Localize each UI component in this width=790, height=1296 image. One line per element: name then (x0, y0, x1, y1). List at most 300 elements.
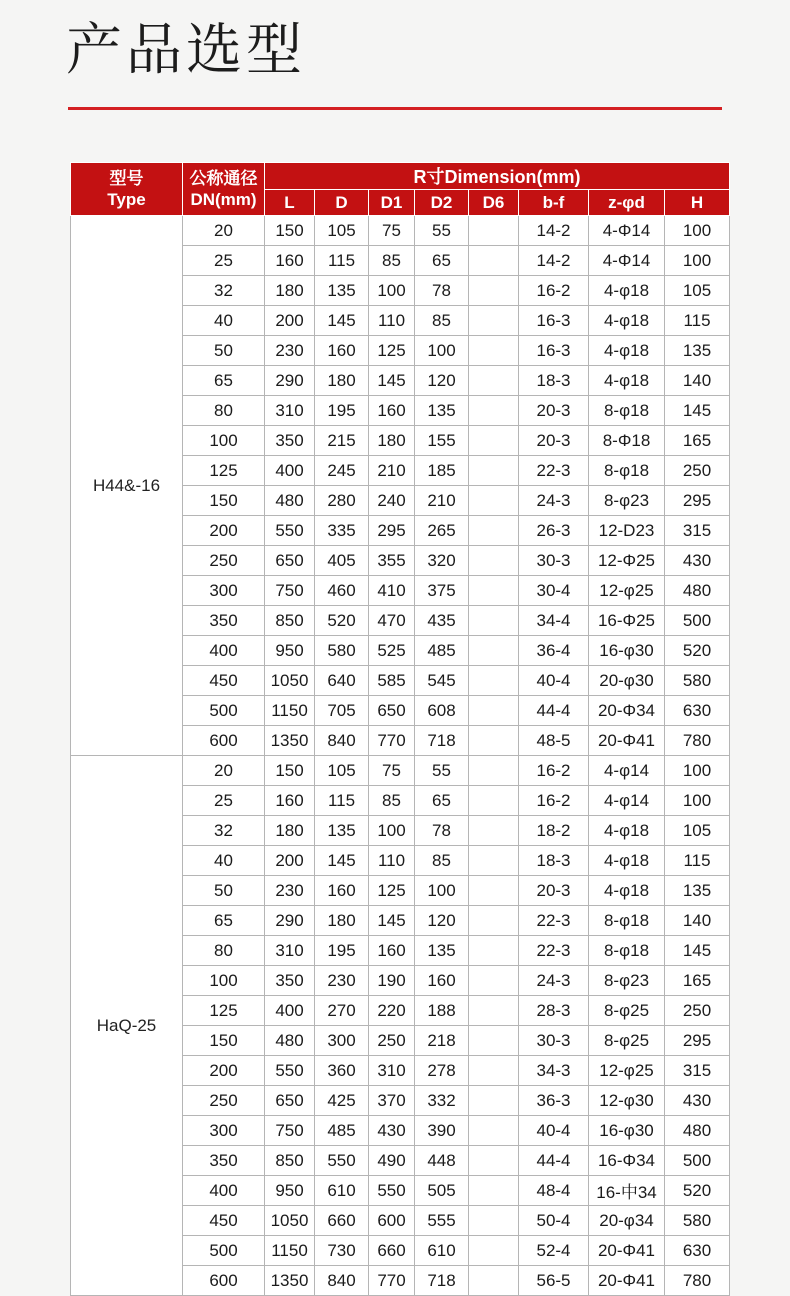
table-cell: 145 (369, 906, 415, 936)
table-cell: 600 (369, 1206, 415, 1236)
table-cell: 405 (315, 546, 369, 576)
table-row (71, 216, 730, 246)
table-header (71, 163, 730, 216)
table-cell: 140 (665, 906, 730, 936)
table-cell: 505 (415, 1176, 469, 1206)
table-cell: 480 (265, 1026, 315, 1056)
table-cell: 8-φ18 (589, 906, 665, 936)
table-cell: 430 (369, 1116, 415, 1146)
table-cell: 4-φ18 (589, 846, 665, 876)
table-cell: 110 (369, 306, 415, 336)
table-cell: 78 (415, 276, 469, 306)
table-cell: 115 (665, 306, 730, 336)
table-cell: 135 (665, 876, 730, 906)
table-cell: 100 (183, 426, 265, 456)
table-cell (469, 546, 519, 576)
table-cell: 40-4 (519, 666, 589, 696)
table-cell: 480 (665, 1116, 730, 1146)
table-cell: 100 (183, 966, 265, 996)
table-cell: 48-4 (519, 1176, 589, 1206)
table-cell: 14-2 (519, 216, 589, 246)
table-cell: 215 (315, 426, 369, 456)
table-cell: 85 (369, 246, 415, 276)
table-cell: 180 (265, 816, 315, 846)
table-header-row-1 (71, 163, 730, 190)
table-cell: 20-φ30 (589, 666, 665, 696)
table-cell: 450 (183, 666, 265, 696)
table-cell (469, 936, 519, 966)
table-cell: 310 (265, 396, 315, 426)
table-cell: 320 (415, 546, 469, 576)
table-cell: 555 (415, 1206, 469, 1236)
table-cell: 125 (369, 336, 415, 366)
table-cell: 125 (369, 876, 415, 906)
table-cell: 8-φ18 (589, 456, 665, 486)
table-cell: 750 (265, 576, 315, 606)
table-cell: 610 (315, 1176, 369, 1206)
table-cell: 200 (265, 846, 315, 876)
table-cell: 550 (369, 1176, 415, 1206)
table-cell: 40-4 (519, 1116, 589, 1146)
table-cell: 145 (315, 306, 369, 336)
table-cell: 20-Φ34 (589, 696, 665, 726)
table-cell: 160 (265, 246, 315, 276)
table-cell: 14-2 (519, 246, 589, 276)
table-cell: 470 (369, 606, 415, 636)
table-cell: 660 (369, 1236, 415, 1266)
table-cell: 48-5 (519, 726, 589, 756)
table-cell: 110 (369, 846, 415, 876)
table-cell: 250 (183, 546, 265, 576)
table-cell: 550 (265, 1056, 315, 1086)
title-divider-line (68, 107, 722, 110)
table-cell (469, 1056, 519, 1086)
table-cell: 16-2 (519, 756, 589, 786)
table-cell (469, 306, 519, 336)
table-cell (469, 696, 519, 726)
table-cell: 200 (183, 516, 265, 546)
table-cell: 610 (415, 1236, 469, 1266)
table-cell: 16-Φ34 (589, 1146, 665, 1176)
table-cell: 85 (415, 306, 469, 336)
header-dimension-group: R寸Dimension(mm) (265, 163, 730, 190)
table-cell: 4-φ18 (589, 366, 665, 396)
table-cell: 36-3 (519, 1086, 589, 1116)
table-cell: 16-2 (519, 276, 589, 306)
table-cell: 705 (315, 696, 369, 726)
table-cell: 350 (265, 426, 315, 456)
table-cell: 160 (315, 336, 369, 366)
table-cell: 850 (265, 1146, 315, 1176)
table-cell (469, 966, 519, 996)
table-cell: 480 (265, 486, 315, 516)
header-sub-col: D1 (369, 190, 415, 216)
table-cell (469, 336, 519, 366)
table-cell (469, 216, 519, 246)
header-type-cn: 型号 (109, 168, 144, 188)
table-cell: 245 (315, 456, 369, 486)
table-row (71, 756, 730, 786)
table-cell: 100 (415, 876, 469, 906)
table-cell: 545 (415, 666, 469, 696)
table-cell: 24-3 (519, 486, 589, 516)
table-cell: 4-φ14 (589, 786, 665, 816)
table-cell (469, 516, 519, 546)
table-cell: 65 (183, 366, 265, 396)
table-cell: 40 (183, 306, 265, 336)
table-cell: 460 (315, 576, 369, 606)
table-cell: 585 (369, 666, 415, 696)
table-cell: 580 (315, 636, 369, 666)
table-cell: 290 (265, 366, 315, 396)
table-cell: 550 (265, 516, 315, 546)
table-cell: 210 (369, 456, 415, 486)
header-sub-col: b-f (519, 190, 589, 216)
table-cell (469, 1146, 519, 1176)
page-title: 产品选型 (66, 18, 306, 81)
table-cell: 20-Φ41 (589, 1266, 665, 1296)
model-cell: H44&-16 (71, 216, 183, 756)
table-cell: 400 (183, 1176, 265, 1206)
table-cell: 150 (265, 216, 315, 246)
table-cell (469, 816, 519, 846)
table-cell: 140 (665, 366, 730, 396)
table-cell: 718 (415, 1266, 469, 1296)
table-cell (469, 1176, 519, 1206)
table-cell: 280 (315, 486, 369, 516)
table-cell: 750 (265, 1116, 315, 1146)
table-cell: 520 (665, 1176, 730, 1206)
table-cell: 18-3 (519, 366, 589, 396)
table-cell: 20-φ34 (589, 1206, 665, 1236)
table-cell: 115 (665, 846, 730, 876)
header-type-en: Type (107, 190, 146, 209)
table-cell: 400 (265, 456, 315, 486)
table-cell: 360 (315, 1056, 369, 1086)
table-cell: 160 (369, 396, 415, 426)
table-cell: 520 (315, 606, 369, 636)
table-cell: 485 (315, 1116, 369, 1146)
table-cell: 608 (415, 696, 469, 726)
table-cell: 400 (183, 636, 265, 666)
table-cell: 150 (183, 1026, 265, 1056)
table-cell: 75 (369, 756, 415, 786)
table-cell: 78 (415, 816, 469, 846)
table-cell: 8-φ25 (589, 996, 665, 1026)
table-cell: 375 (415, 576, 469, 606)
table-cell (469, 486, 519, 516)
header-sub-col: D (315, 190, 369, 216)
table-cell: 300 (315, 1026, 369, 1056)
table-cell (469, 846, 519, 876)
table-cell (469, 366, 519, 396)
table-cell: 250 (369, 1026, 415, 1056)
table-cell: 332 (415, 1086, 469, 1116)
table-cell: 18-3 (519, 846, 589, 876)
table-cell (469, 666, 519, 696)
table-cell: 265 (415, 516, 469, 546)
table-cell: 26-3 (519, 516, 589, 546)
table-cell: 190 (369, 966, 415, 996)
table-cell: 448 (415, 1146, 469, 1176)
table-cell: 100 (369, 816, 415, 846)
table-cell: 200 (183, 1056, 265, 1086)
table-cell (469, 1026, 519, 1056)
table-cell: 20-3 (519, 876, 589, 906)
table-cell (469, 426, 519, 456)
table-cell: 4-Φ14 (589, 246, 665, 276)
table-cell: 290 (265, 906, 315, 936)
table-cell (469, 906, 519, 936)
table-cell: 500 (183, 1236, 265, 1266)
table-cell: 32 (183, 816, 265, 846)
table-cell: 100 (665, 216, 730, 246)
table-cell: 780 (665, 726, 730, 756)
model-cell: HaQ-25 (71, 756, 183, 1296)
table-cell: 300 (183, 1116, 265, 1146)
table-cell: 120 (415, 366, 469, 396)
table-cell: 250 (665, 456, 730, 486)
table-cell: 85 (369, 786, 415, 816)
table-cell (469, 456, 519, 486)
table-cell: 310 (369, 1056, 415, 1086)
table-cell: 950 (265, 1176, 315, 1206)
header-dn-en: DN(mm) (190, 190, 257, 209)
table-cell: 20 (183, 756, 265, 786)
table-cell: 20-3 (519, 426, 589, 456)
table-cell: 50 (183, 876, 265, 906)
table-cell: 200 (265, 306, 315, 336)
table-cell: 295 (665, 486, 730, 516)
table-cell: 195 (315, 396, 369, 426)
table-cell: 8-φ23 (589, 486, 665, 516)
table-cell (469, 1116, 519, 1146)
table-cell: 65 (415, 246, 469, 276)
table-cell: 295 (665, 1026, 730, 1056)
header-sub-col: D6 (469, 190, 519, 216)
table-cell: 230 (315, 966, 369, 996)
table-cell: 295 (369, 516, 415, 546)
table-cell: 8-φ23 (589, 966, 665, 996)
table-cell (469, 786, 519, 816)
table-cell: 4-φ18 (589, 816, 665, 846)
table-cell: 75 (369, 216, 415, 246)
table-cell: 165 (665, 966, 730, 996)
table-cell: 30-3 (519, 1026, 589, 1056)
table-cell: 1350 (265, 726, 315, 756)
table-cell: 8-φ18 (589, 396, 665, 426)
table-cell: 640 (315, 666, 369, 696)
table-cell: 195 (315, 936, 369, 966)
table-cell: 350 (183, 606, 265, 636)
table-cell: 718 (415, 726, 469, 756)
table-cell: 145 (369, 366, 415, 396)
dimension-spec-table (70, 162, 730, 1296)
table-cell: 145 (665, 396, 730, 426)
table-cell (469, 576, 519, 606)
table-cell: 430 (665, 546, 730, 576)
table-cell: 16-3 (519, 306, 589, 336)
table-cell: 16-3 (519, 336, 589, 366)
table-cell: 520 (665, 636, 730, 666)
table-cell: 600 (183, 726, 265, 756)
table-cell: 8-Φ18 (589, 426, 665, 456)
table-cell: 20-3 (519, 396, 589, 426)
table-cell: 220 (369, 996, 415, 1026)
table-cell: 780 (665, 1266, 730, 1296)
table-cell: 105 (315, 756, 369, 786)
table-cell: 500 (183, 696, 265, 726)
table-cell: 36-4 (519, 636, 589, 666)
table-cell: 580 (665, 1206, 730, 1236)
table-cell: 230 (265, 876, 315, 906)
table-cell: 16-中34 (589, 1176, 665, 1206)
table-cell: 160 (315, 876, 369, 906)
table-cell (469, 246, 519, 276)
header-sub-col: z-φd (589, 190, 665, 216)
table-cell: 55 (415, 756, 469, 786)
table-cell: 145 (665, 936, 730, 966)
table-cell: 270 (315, 996, 369, 1026)
table-cell: 1150 (265, 1236, 315, 1266)
table-cell: 430 (665, 1086, 730, 1116)
table-cell: 1050 (265, 1206, 315, 1236)
table-cell: 16-2 (519, 786, 589, 816)
table-cell: 300 (183, 576, 265, 606)
table-cell: 12-φ30 (589, 1086, 665, 1116)
table-cell: 160 (415, 966, 469, 996)
table-cell: 22-3 (519, 906, 589, 936)
table-cell: 115 (315, 786, 369, 816)
table-cell: 4-φ18 (589, 336, 665, 366)
table-cell: 580 (665, 666, 730, 696)
table-cell: 100 (415, 336, 469, 366)
table-cell: 400 (265, 996, 315, 1026)
table-cell: 250 (183, 1086, 265, 1116)
table-cell: 550 (315, 1146, 369, 1176)
table-cell: 25 (183, 786, 265, 816)
table-cell: 950 (265, 636, 315, 666)
table-cell: 1350 (265, 1266, 315, 1296)
table-cell: 315 (665, 1056, 730, 1086)
table-cell: 115 (315, 246, 369, 276)
table-cell: 160 (369, 936, 415, 966)
table-cell: 34-4 (519, 606, 589, 636)
table-cell: 80 (183, 396, 265, 426)
table-cell: 660 (315, 1206, 369, 1236)
table-cell (469, 396, 519, 426)
table-cell: 32 (183, 276, 265, 306)
table-cell: 135 (315, 816, 369, 846)
table-cell (469, 1086, 519, 1116)
table-cell: 770 (369, 726, 415, 756)
table-cell: 50 (183, 336, 265, 366)
table-cell: 450 (183, 1206, 265, 1236)
table-cell: 155 (415, 426, 469, 456)
table-cell: 250 (665, 996, 730, 1026)
table-cell: 125 (183, 456, 265, 486)
table-cell: 480 (665, 576, 730, 606)
table-cell: 150 (265, 756, 315, 786)
header-dn-cn: 公称通径 (189, 168, 258, 188)
table-cell: 125 (183, 996, 265, 1026)
table-cell: 525 (369, 636, 415, 666)
table-cell: 650 (265, 1086, 315, 1116)
table-cell: 4-φ18 (589, 306, 665, 336)
table-cell: 840 (315, 1266, 369, 1296)
table-cell: 630 (665, 696, 730, 726)
table-cell: 435 (415, 606, 469, 636)
table-cell: 1050 (265, 666, 315, 696)
table-cell (469, 606, 519, 636)
table-cell: 1150 (265, 696, 315, 726)
table-cell: 335 (315, 516, 369, 546)
table-cell: 180 (265, 276, 315, 306)
table-cell: 120 (415, 906, 469, 936)
table-cell: 650 (265, 546, 315, 576)
table-body (71, 216, 730, 1296)
table-cell: 20-Φ41 (589, 1236, 665, 1266)
table-cell (469, 1206, 519, 1236)
table-cell: 24-3 (519, 966, 589, 996)
table-cell: 18-2 (519, 816, 589, 846)
table-cell: 390 (415, 1116, 469, 1146)
table-cell: 218 (415, 1026, 469, 1056)
table-cell: 12-Φ25 (589, 546, 665, 576)
table-cell: 16-Φ25 (589, 606, 665, 636)
table-cell: 165 (665, 426, 730, 456)
table-cell: 730 (315, 1236, 369, 1266)
table-cell: 310 (265, 936, 315, 966)
table-cell: 850 (265, 606, 315, 636)
header-sub-col: L (265, 190, 315, 216)
table-cell: 410 (369, 576, 415, 606)
table-cell: 50-4 (519, 1206, 589, 1236)
table-cell: 105 (665, 816, 730, 846)
table-cell: 315 (665, 516, 730, 546)
table-cell: 135 (315, 276, 369, 306)
table-cell: 240 (369, 486, 415, 516)
table-cell: 135 (415, 936, 469, 966)
table-cell: 16-φ30 (589, 636, 665, 666)
table-cell: 135 (415, 396, 469, 426)
table-cell (469, 276, 519, 306)
table-cell: 80 (183, 936, 265, 966)
table-cell: 12-D23 (589, 516, 665, 546)
table-cell: 188 (415, 996, 469, 1026)
table-cell: 100 (665, 246, 730, 276)
table-cell: 34-3 (519, 1056, 589, 1086)
table-cell: 52-4 (519, 1236, 589, 1266)
table-cell: 56-5 (519, 1266, 589, 1296)
table-cell: 630 (665, 1236, 730, 1266)
table-cell: 8-φ18 (589, 936, 665, 966)
header-sub-col: D2 (415, 190, 469, 216)
table-cell (469, 756, 519, 786)
table-cell: 4-φ14 (589, 756, 665, 786)
table-cell: 105 (665, 276, 730, 306)
table-cell: 180 (315, 366, 369, 396)
table-cell (469, 996, 519, 1026)
table-cell: 65 (183, 906, 265, 936)
table-cell: 100 (665, 786, 730, 816)
table-cell: 22-3 (519, 456, 589, 486)
table-cell: 28-3 (519, 996, 589, 1026)
table-cell (469, 726, 519, 756)
table-cell: 12-φ25 (589, 1056, 665, 1086)
table-cell: 770 (369, 1266, 415, 1296)
table-cell: 4-Φ14 (589, 216, 665, 246)
